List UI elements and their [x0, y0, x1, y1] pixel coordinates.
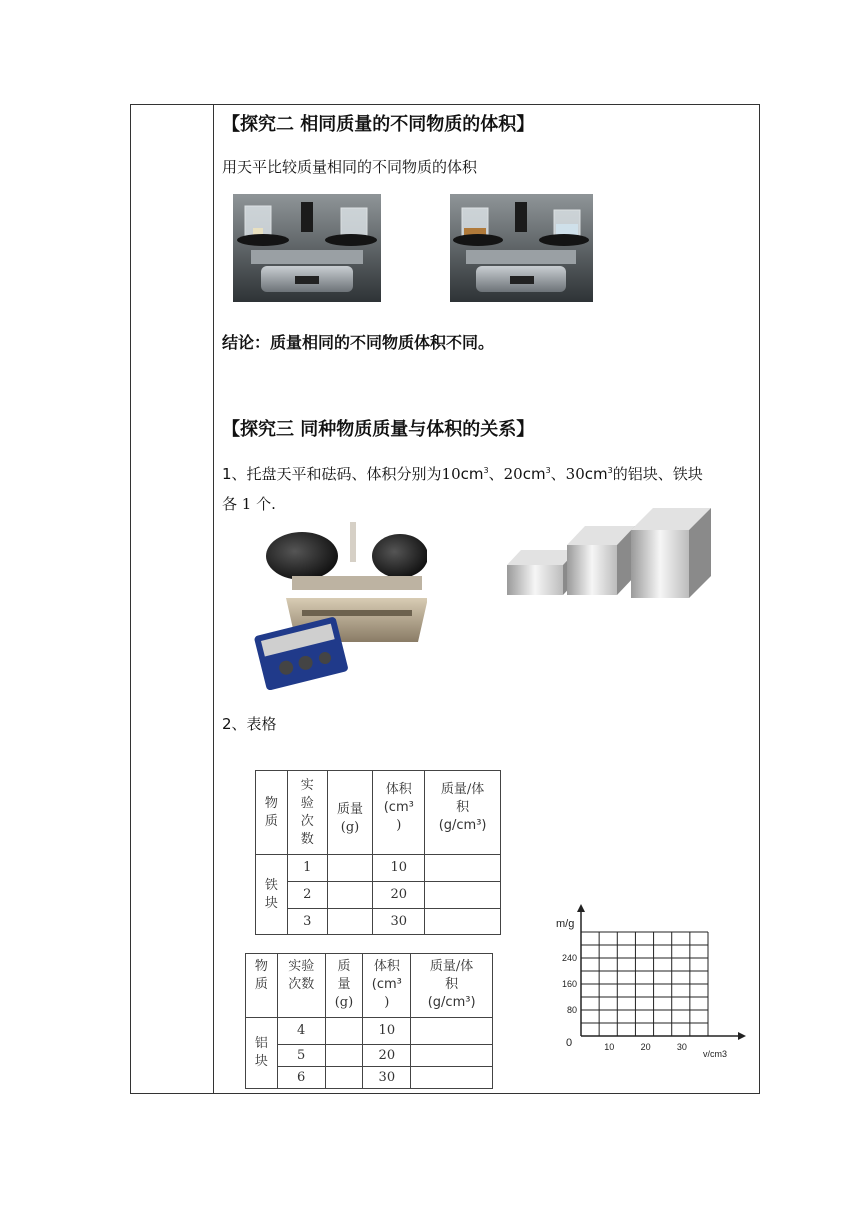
y-tick-label: 240	[561, 953, 577, 963]
sup-3-2: 3	[545, 466, 551, 475]
unit-cm-2: cm	[522, 465, 546, 483]
density-cell	[411, 1067, 493, 1089]
volume-cell: 30	[363, 1067, 411, 1089]
trial-cell: 6	[277, 1067, 325, 1089]
substance-iron: 铁 块	[256, 855, 288, 935]
section2-heading: 【探究二 相同质量的不同物质的体积】	[222, 114, 535, 135]
separator-2: 、	[550, 465, 566, 483]
y-tick-label: 160	[561, 979, 577, 989]
density-cell	[411, 1045, 493, 1067]
density-cell	[425, 909, 501, 935]
mass-volume-grid-chart	[548, 900, 748, 1060]
x-axis-label: v/cm3	[703, 1049, 728, 1059]
volume-cell: 20	[363, 1045, 411, 1067]
sup-3-3: 3	[607, 466, 613, 475]
header-mass: 质 量 (g)	[325, 954, 363, 1018]
scale-and-weights-photo	[252, 518, 427, 690]
section3-item2: 2、表格	[222, 715, 277, 733]
table-row	[256, 909, 501, 935]
table-row	[246, 1067, 493, 1089]
item1-text-a: 1、托盘天平和砝码、体积分别为	[222, 465, 442, 483]
trial-cell: 2	[287, 882, 327, 909]
table-row	[246, 1045, 493, 1067]
trial-cell: 1	[287, 855, 327, 882]
density-cell	[425, 855, 501, 882]
origin-label: 0	[566, 1037, 573, 1049]
section3-item1-line2	[222, 493, 276, 514]
header-mass: 质量 (g)	[327, 771, 373, 855]
table-row	[256, 855, 501, 882]
header-volume: 体积 (cm³ )	[373, 771, 425, 855]
volume-cell: 20	[373, 882, 425, 909]
table-row	[256, 882, 501, 909]
aluminum-data-table	[245, 953, 493, 1089]
item1-line2-num: 1	[241, 495, 252, 513]
separator-1: 、	[488, 465, 504, 483]
grid-lines	[581, 932, 708, 1036]
y-axis-label: m/g	[556, 918, 575, 930]
section2-intro: 用天平比较质量相同的不同物质的体积	[222, 158, 478, 176]
trial-cell: 3	[287, 909, 327, 935]
unit-cm-3: cm	[584, 465, 608, 483]
mass-cell	[327, 909, 373, 935]
volume-cell: 10	[363, 1018, 411, 1045]
item1-line2-end: 个.	[256, 495, 276, 513]
mass-cell	[327, 855, 373, 882]
table-row	[246, 1018, 493, 1045]
unit-cm-1: cm	[460, 465, 484, 483]
sup-3-1: 3	[483, 466, 489, 475]
header-volume: 体积 (cm³ )	[363, 954, 411, 1018]
header-trial: 实验 次数	[277, 954, 325, 1018]
mass-cell	[325, 1018, 363, 1045]
trial-cell: 4	[277, 1018, 325, 1045]
volume-20: 20	[503, 465, 523, 483]
section3-item1-line1	[222, 463, 703, 484]
header-density: 质量/体 积 (g/cm³)	[425, 771, 501, 855]
section2-conclusion: 结论：质量相同的不同物质体积不同。	[222, 333, 495, 352]
section3-heading: 【探究三 同种物质质量与体积的关系】	[222, 419, 535, 440]
header-trial: 实 验 次 数	[287, 771, 327, 855]
y-axis-arrow	[577, 904, 585, 912]
x-tick-label: 30	[676, 1042, 687, 1052]
mass-cell	[327, 882, 373, 909]
y-tick-label: 80	[566, 1005, 577, 1015]
column-divider	[213, 104, 214, 1094]
volume-30: 30	[565, 465, 585, 483]
balance-photo-equal-mass-1	[233, 194, 381, 302]
trial-cell: 5	[277, 1045, 325, 1067]
x-axis-arrow	[738, 1032, 746, 1040]
item1-text-b: 的铝块、铁块	[612, 465, 703, 483]
x-tick-label: 20	[640, 1042, 651, 1052]
density-cell	[425, 882, 501, 909]
x-tick-label: 10	[604, 1042, 615, 1052]
balance-photo-equal-mass-2	[450, 194, 593, 302]
volume-10: 10	[441, 465, 461, 483]
substance-aluminum: 铝 块	[246, 1018, 278, 1089]
density-cell	[411, 1018, 493, 1045]
header-substance: 物 质	[246, 954, 278, 1018]
header-density: 质量/体 积 (g/cm³)	[411, 954, 493, 1018]
item1-line2-start: 各	[222, 495, 238, 513]
header-substance: 物 质	[256, 771, 288, 855]
three-cubes-illustration	[505, 506, 713, 602]
volume-cell: 10	[373, 855, 425, 882]
volume-cell: 30	[373, 909, 425, 935]
mass-cell	[325, 1045, 363, 1067]
mass-cell	[325, 1067, 363, 1089]
iron-data-table	[255, 770, 501, 935]
